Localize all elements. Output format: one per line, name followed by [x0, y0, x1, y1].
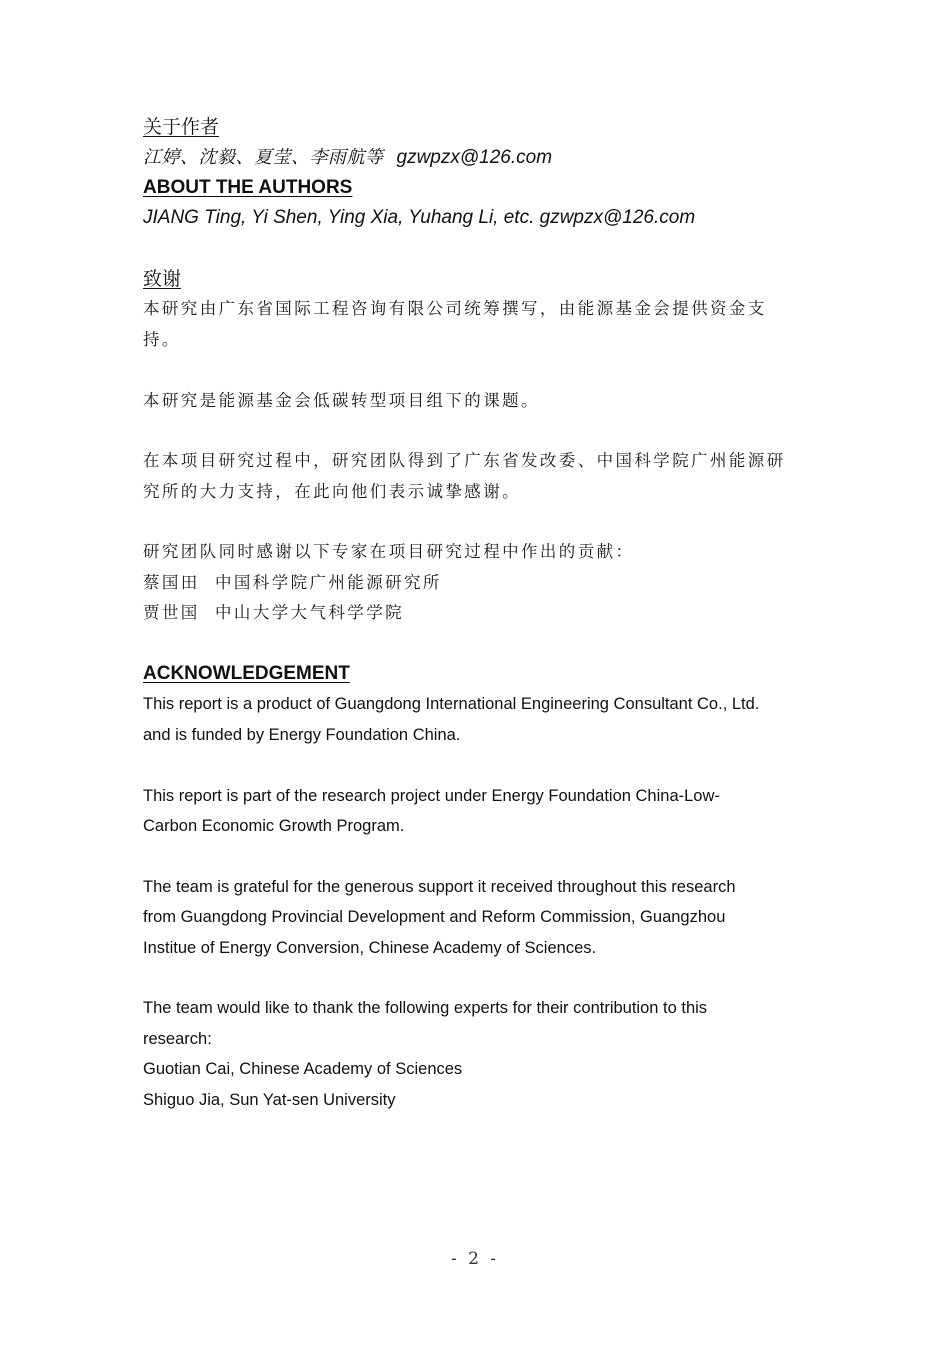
authors-cn-line: [143, 142, 813, 172]
ack-cn-para3-line: 在本项目研究过程中，研究团队得到了广东省发改委、中国科学院广州能源研: [143, 451, 786, 471]
authors-cn-email: gzwpzx@126.com: [396, 147, 553, 169]
spacer: [143, 355, 813, 385]
ack-en-para3-line: from Guangdong Provincial Development and Reform Commission, Guangzhou: [143, 908, 726, 927]
page-content: [143, 112, 813, 1115]
ack-cn-para1-line: 本研究由广东省国际工程咨询有限公司统筹撰写，由能源基金会提供资金支: [143, 299, 767, 319]
ack-en-para2-line: Carbon Economic Growth Program.: [143, 816, 405, 835]
ack-cn-expert-line: 蔡国田 中国科学院广州能源研究所: [143, 572, 442, 592]
ack-en-heading: ACKNOWLEDGEMENT: [143, 663, 350, 685]
ack-en-para4-line: research:: [143, 1029, 212, 1048]
ack-en-para1-line: This report is a product of Guangdong International Engineering Consultant Co., Ltd.: [143, 695, 760, 714]
spacer: [143, 963, 813, 993]
ack-cn-para4-line: 研究团队同时感谢以下专家在项目研究过程中作出的贡献：: [143, 542, 635, 562]
ack-en-para3-line: Institue of Energy Conversion, Chinese Academy of Sciences.: [143, 938, 597, 957]
ack-cn-heading: 致谢: [143, 267, 182, 290]
authors-en-line: [143, 203, 813, 233]
spacer: [143, 629, 813, 659]
authors-en-names: JIANG Ting, Yi Shen, Ying Xia, Yuhang Li, etc.: [143, 207, 535, 229]
spacer: [143, 416, 813, 446]
authors-en-heading: ABOUT THE AUTHORS: [143, 176, 353, 198]
page-number: - 2 -: [450, 1249, 500, 1269]
ack-en-para4-line: The team would like to thank the following experts for their contribution to this: [143, 999, 708, 1018]
ack-cn-para2-line: 本研究是能源基金会低碳转型项目组下的课题。: [143, 390, 540, 410]
authors-cn-names: 江婷、沈毅、夏莹、李雨航等: [143, 147, 384, 169]
spacer: [143, 841, 813, 871]
ack-en-expert-line: Shiguo Jia, Sun Yat-sen University: [143, 1090, 396, 1109]
ack-en-para3-line: The team is grateful for the generous support it received throughout this research: [143, 877, 736, 896]
authors-cn-heading: 关于作者: [143, 116, 220, 138]
ack-en-para1-line: and is funded by Energy Foundation China.: [143, 725, 461, 744]
spacer: [143, 750, 813, 780]
ack-cn-para3-line: 究所的大力支持，在此向他们表示诚挚感谢。: [143, 481, 521, 501]
ack-cn-para1-line: 持。: [143, 329, 181, 349]
spacer: [143, 507, 813, 537]
ack-en-para2-line: This report is part of the research project under Energy Foundation China-Low-: [143, 786, 720, 805]
ack-cn-expert-line: 贾世国 中山大学大气科学学院: [143, 603, 404, 623]
authors-en-email: gzwpzx@126.com: [539, 207, 696, 229]
ack-en-expert-line: Guotian Cai, Chinese Academy of Sciences: [143, 1060, 463, 1079]
spacer: [143, 234, 813, 264]
